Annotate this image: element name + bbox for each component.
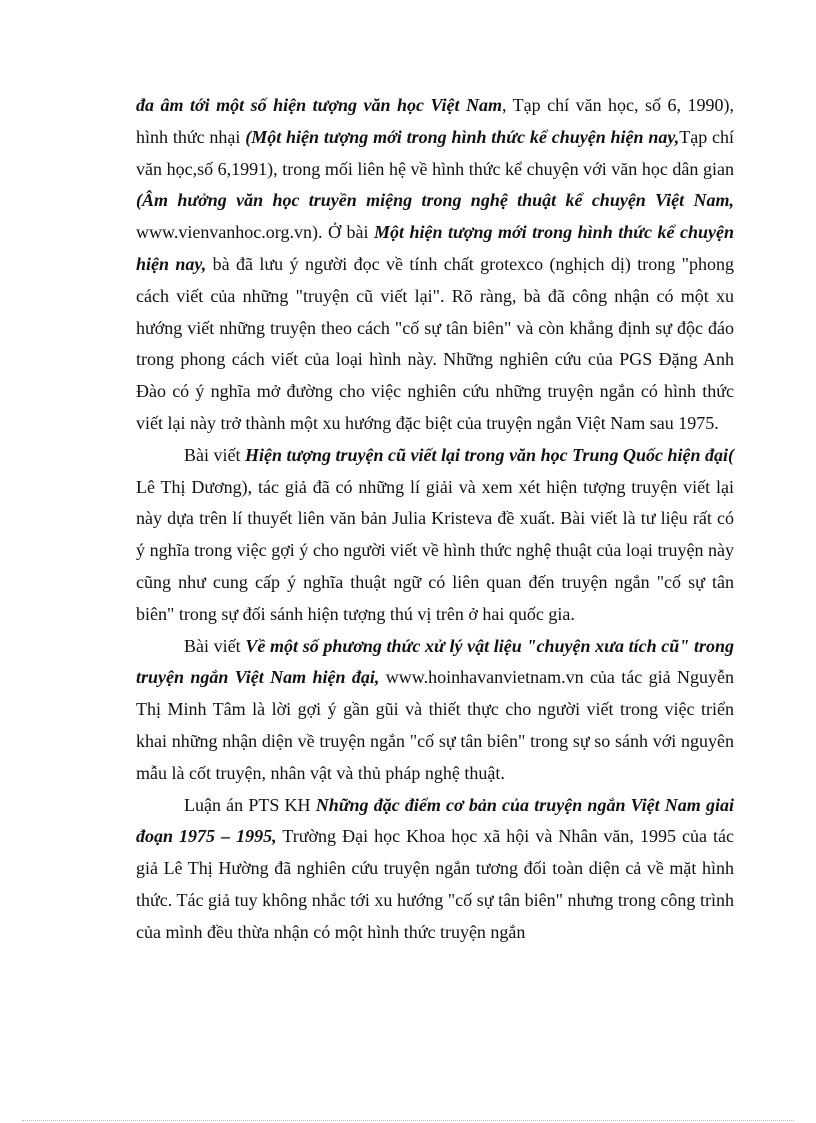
text-run: Trường Đại học Khoa học xã hội và Nhân văn, 1995 của tác giả Lê Thị Hường đã nghiên cứu truyện ngắn tương đối toàn diện cả về mặt hình thức. Tác giả tuy không nhắc tới xu hướng "cố sự tân biên" nhưng trong công trình của mình đều thừa nhận có một hình thức truyện ngắn <box>136 826 734 942</box>
work-title: (Âm hưởng văn học truyền miệng trong nghệ thuật kể chuyện Việt Nam, <box>136 190 734 211</box>
text-run: Bài viết <box>184 635 246 656</box>
work-title: Những đặc điểm cơ bản của truyện ngắn Việt Nam giai đoạn 1975 – 1995, <box>136 794 734 847</box>
paragraph <box>136 440 734 631</box>
text-run: , Tạp chí văn học, số 6, 1990), hình thức nhại <box>136 95 734 147</box>
text-run: www.vienvanhoc.org.vn). Ở bài <box>136 222 374 243</box>
work-title: Về một số phương thức xử lý vật liệu "chuyện xưa tích cũ" trong truyện ngắn Việt Nam hiện đại, <box>136 635 734 688</box>
text-run: Bài viết <box>184 444 246 465</box>
work-title: Một hiện tượng mới trong hình thức kể chuyện hiện nay, <box>136 222 734 274</box>
work-title: Hiện tượng truyện cũ viết lại trong văn học Trung Quốc hiện đại( <box>245 444 734 465</box>
text-run: Luận án PTS KH <box>184 794 316 815</box>
text-run: Tạp chí văn học,số 6,1991), trong mối liên hệ về hình thức kể chuyện với văn học dân gian <box>136 126 734 179</box>
body-text <box>136 90 734 949</box>
paragraph <box>136 790 734 949</box>
page-bottom-divider <box>22 1120 794 1121</box>
work-title: (Một hiện tượng mới trong hình thức kể chuyện hiện nay, <box>245 126 680 147</box>
work-title: đa âm tới một số hiện tượng văn học Việt Nam <box>136 95 502 115</box>
text-run: www.hoinhavanvietnam.vn của tác giả Nguyễn Thị Minh Tâm là lời gợi ý gần gũi và thiết thực cho người viết trong việc triển khai những nhận diện về truyện ngắn "cố sự tân biên" trong sự so sánh với nguyên mẫu là cốt truyện, nhân vật và thủ pháp nghệ thuật. <box>136 667 734 783</box>
text-run: bà đã lưu ý người đọc về tính chất grotexco (nghịch dị) trong "phong cách viết của những "truyện cũ viết lại". Rõ ràng, bà đã công nhận có một xu hướng viết những truyện theo cách "cố sự tân biên" và còn khẳng định sự độc đáo trong phong cách viết của loại hình này. Những nghiên cứu của PGS Đặng Anh Đào có ý nghĩa mở đường cho việc nghiên cứu những truyện ngắn có hình thức viết lại này trở thành một xu hướng đặc biệt của truyện ngắn Việt Nam sau 1975. <box>136 253 734 433</box>
paragraph <box>136 90 734 440</box>
paragraph <box>136 631 734 790</box>
text-run: Lê Thị Dương), tác giả đã có những lí giải và xem xét hiện tượng truyện viết lại này dựa trên lí thuyết liên văn bản Julia Kristeva đề xuất. Bài viết là tư liệu rất có ý nghĩa trong việc gợi ý cho người viết về hình thức nghệ thuật của loại truyện này cũng như cung cấp ý nghĩa thuật ngữ có liên quan đến truyện ngắn "cố sự tân biên" trong sự đối sánh hiện tượng thú vị trên ở hai quốc gia. <box>136 476 734 624</box>
